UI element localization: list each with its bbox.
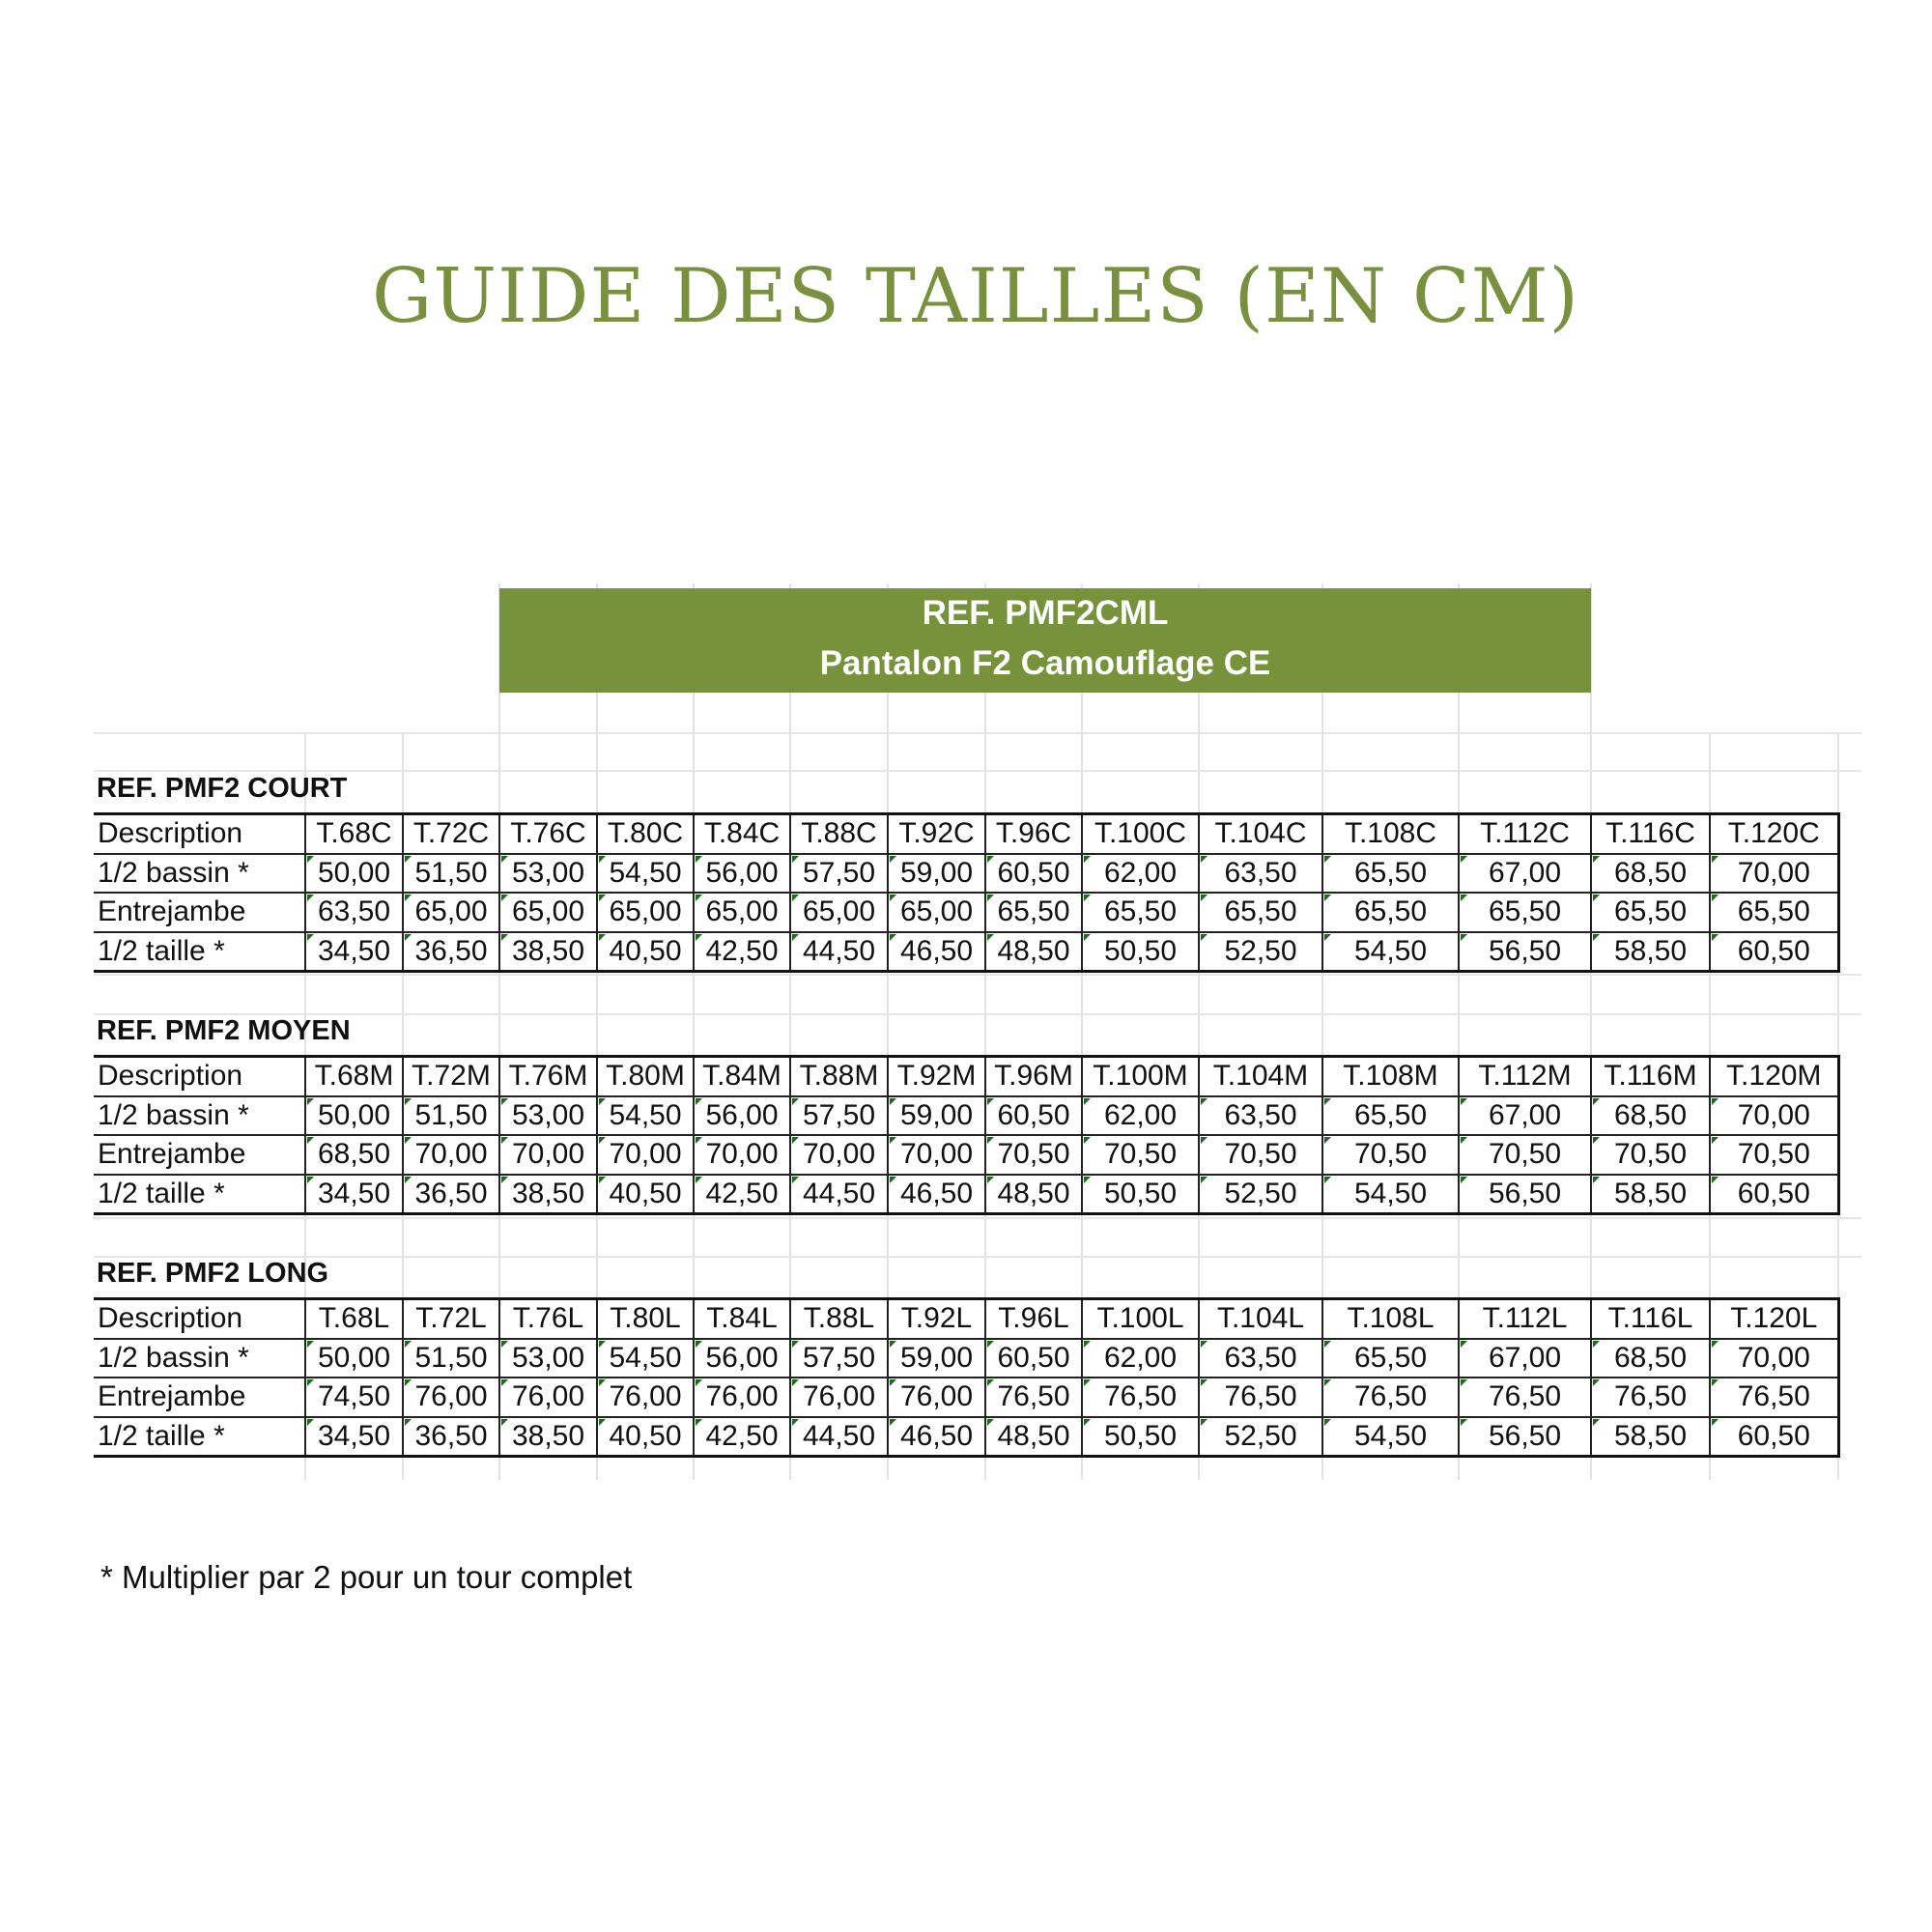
measurement-cell: 38,50 [499, 1417, 597, 1457]
measurement-cell: 68,50 [1591, 1339, 1710, 1378]
measurement-cell: 36,50 [403, 932, 499, 972]
measurement-cell: 62,00 [1082, 854, 1199, 894]
measurement-cell: 57,50 [790, 854, 888, 894]
measurement-cell: 70,00 [1710, 854, 1838, 894]
table-row [94, 1096, 1838, 1136]
size-header-cell: T.104L [1199, 1299, 1322, 1339]
size-header-cell: T.116M [1591, 1057, 1710, 1096]
measurement-cell: 65,00 [790, 893, 888, 932]
section-title-long: REF. PMF2 LONG [97, 1258, 329, 1289]
measurement-cell: 76,50 [1459, 1378, 1591, 1417]
measurement-cell: 62,00 [1082, 1096, 1199, 1136]
size-header-cell: T.104M [1199, 1057, 1322, 1096]
measurement-cell: 76,00 [888, 1378, 985, 1417]
measurement-cell: 67,00 [1459, 1339, 1591, 1378]
measurement-cell: 42,50 [694, 1417, 790, 1457]
row-label: 1/2 bassin * [94, 854, 305, 894]
measurement-cell: 40,50 [597, 1417, 694, 1457]
size-header-cell: T.80L [597, 1299, 694, 1339]
measurement-cell: 70,00 [1710, 1096, 1838, 1136]
measurement-cell: 46,50 [888, 932, 985, 972]
measurement-cell: 65,50 [1322, 854, 1459, 894]
size-header-cell: T.120L [1710, 1299, 1838, 1339]
gridline [94, 1217, 1861, 1219]
size-header-cell: T.88M [790, 1057, 888, 1096]
table-header-row [94, 1057, 1838, 1096]
measurement-cell: 60,50 [985, 1096, 1082, 1136]
measurement-cell: 52,50 [1199, 1175, 1322, 1214]
measurement-cell: 76,50 [1199, 1378, 1322, 1417]
measurement-cell: 68,50 [1591, 854, 1710, 894]
measurement-cell: 76,00 [790, 1378, 888, 1417]
size-header-cell: T.84L [694, 1299, 790, 1339]
measurement-cell: 59,00 [888, 1096, 985, 1136]
measurement-cell: 65,00 [403, 893, 499, 932]
measurement-cell: 44,50 [790, 1175, 888, 1214]
size-header-cell: T.80C [597, 814, 694, 854]
measurement-cell: 65,50 [985, 893, 1082, 932]
measurement-cell: 68,50 [1591, 1096, 1710, 1136]
measurement-cell: 70,50 [1199, 1135, 1322, 1175]
measurement-cell: 54,50 [1322, 1417, 1459, 1457]
size-table-court [94, 812, 1840, 973]
measurement-cell: 46,50 [888, 1175, 985, 1214]
measurement-cell: 65,00 [694, 893, 790, 932]
table-row [94, 1135, 1838, 1175]
measurement-cell: 70,00 [499, 1135, 597, 1175]
row-label: 1/2 taille * [94, 932, 305, 972]
measurement-cell: 60,50 [1710, 932, 1838, 972]
measurement-cell: 76,50 [985, 1378, 1082, 1417]
size-header-cell: T.88L [790, 1299, 888, 1339]
size-header-cell: T.76L [499, 1299, 597, 1339]
measurement-cell: 65,50 [1322, 1096, 1459, 1136]
size-header-cell: T.108M [1322, 1057, 1459, 1096]
size-header-cell: T.80M [597, 1057, 694, 1096]
measurement-cell: 58,50 [1591, 1175, 1710, 1214]
measurement-cell: 63,50 [1199, 1339, 1322, 1378]
measurement-cell: 65,50 [1082, 893, 1199, 932]
measurement-cell: 59,00 [888, 854, 985, 894]
size-header-cell: T.108C [1322, 814, 1459, 854]
measurement-cell: 60,50 [985, 854, 1082, 894]
table-row [94, 893, 1838, 932]
measurement-cell: 52,50 [1199, 1417, 1322, 1457]
measurement-cell: 60,50 [1710, 1417, 1838, 1457]
measurement-cell: 63,50 [305, 893, 403, 932]
measurement-cell: 48,50 [985, 1417, 1082, 1457]
measurement-cell: 65,50 [1591, 893, 1710, 932]
measurement-cell: 68,50 [305, 1135, 403, 1175]
measurement-cell: 76,50 [1710, 1378, 1838, 1417]
measurement-cell: 76,00 [403, 1378, 499, 1417]
measurement-cell: 54,50 [1322, 1175, 1459, 1214]
size-header-cell: T.120M [1710, 1057, 1838, 1096]
product-banner [499, 588, 1591, 693]
table-row [94, 854, 1838, 894]
measurement-cell: 70,00 [1710, 1339, 1838, 1378]
size-header-cell: T.68C [305, 814, 403, 854]
measurement-cell: 34,50 [305, 1417, 403, 1457]
size-header-cell: T.96C [985, 814, 1082, 854]
measurement-cell: 60,50 [1710, 1175, 1838, 1214]
footnote: * Multiplier par 2 pour un tour complet [100, 1559, 633, 1595]
measurement-cell: 58,50 [1591, 1417, 1710, 1457]
measurement-cell: 48,50 [985, 1175, 1082, 1214]
measurement-cell: 51,50 [403, 854, 499, 894]
measurement-cell: 65,00 [597, 893, 694, 932]
size-header-cell: T.108L [1322, 1299, 1459, 1339]
measurement-cell: 56,50 [1459, 1175, 1591, 1214]
measurement-cell: 56,00 [694, 854, 790, 894]
size-header-cell: T.72M [403, 1057, 499, 1096]
row-label: Description [94, 1299, 305, 1339]
measurement-cell: 57,50 [790, 1339, 888, 1378]
size-header-cell: T.120C [1710, 814, 1838, 854]
size-header-cell: T.68L [305, 1299, 403, 1339]
measurement-cell: 40,50 [597, 932, 694, 972]
product-name: Pantalon F2 Camouflage CE [819, 644, 1271, 682]
measurement-cell: 70,50 [985, 1135, 1082, 1175]
size-header-cell: T.76M [499, 1057, 597, 1096]
measurement-cell: 76,50 [1082, 1378, 1199, 1417]
measurement-cell: 65,50 [1199, 893, 1322, 932]
measurement-cell: 67,00 [1459, 1096, 1591, 1136]
measurement-cell: 70,50 [1082, 1135, 1199, 1175]
measurement-cell: 52,50 [1199, 932, 1322, 972]
size-header-cell: T.92L [888, 1299, 985, 1339]
row-label: Description [94, 814, 305, 854]
size-header-cell: T.100L [1082, 1299, 1199, 1339]
row-label: Entrejambe [94, 893, 305, 932]
measurement-cell: 70,50 [1459, 1135, 1591, 1175]
section-title-court: REF. PMF2 COURT [97, 773, 348, 804]
measurement-cell: 65,50 [1459, 893, 1591, 932]
measurement-cell: 76,00 [694, 1378, 790, 1417]
measurement-cell: 54,50 [1322, 932, 1459, 972]
measurement-cell: 63,50 [1199, 1096, 1322, 1136]
measurement-cell: 38,50 [499, 932, 597, 972]
row-label: 1/2 bassin * [94, 1096, 305, 1136]
size-header-cell: T.116L [1591, 1299, 1710, 1339]
gridline [94, 1256, 1861, 1258]
table-header-row [94, 814, 1838, 854]
measurement-cell: 42,50 [694, 932, 790, 972]
measurement-cell: 54,50 [597, 854, 694, 894]
measurement-cell: 70,50 [1322, 1135, 1459, 1175]
gridline [94, 974, 1861, 976]
size-header-cell: T.68M [305, 1057, 403, 1096]
measurement-cell: 51,50 [403, 1339, 499, 1378]
page-title: GUIDE DES TAILLES (EN CM) [372, 253, 1579, 340]
measurement-cell: 62,00 [1082, 1339, 1199, 1378]
size-header-cell: T.84M [694, 1057, 790, 1096]
measurement-cell: 36,50 [403, 1417, 499, 1457]
gridline [94, 770, 1861, 772]
measurement-cell: 50,00 [305, 1339, 403, 1378]
section-title-moyen: REF. PMF2 MOYEN [97, 1015, 351, 1046]
size-header-cell: T.116C [1591, 814, 1710, 854]
measurement-cell: 56,50 [1459, 1417, 1591, 1457]
row-label: 1/2 bassin * [94, 1339, 305, 1378]
measurement-cell: 34,50 [305, 932, 403, 972]
measurement-cell: 59,00 [888, 1339, 985, 1378]
measurement-cell: 65,00 [888, 893, 985, 932]
size-header-cell: T.96M [985, 1057, 1082, 1096]
size-header-cell: T.84C [694, 814, 790, 854]
measurement-cell: 70,00 [790, 1135, 888, 1175]
measurement-cell: 50,00 [305, 1096, 403, 1136]
table-row [94, 1339, 1838, 1378]
measurement-cell: 53,00 [499, 1096, 597, 1136]
row-label: Description [94, 1057, 305, 1096]
measurement-cell: 53,00 [499, 1339, 597, 1378]
measurement-cell: 48,50 [985, 932, 1082, 972]
size-header-cell: T.72C [403, 814, 499, 854]
measurement-cell: 76,00 [499, 1378, 597, 1417]
size-header-cell: T.112M [1459, 1057, 1591, 1096]
measurement-cell: 44,50 [790, 1417, 888, 1457]
size-header-cell: T.112C [1459, 814, 1591, 854]
measurement-cell: 65,50 [1710, 893, 1838, 932]
size-header-cell: T.104C [1199, 814, 1322, 854]
measurement-cell: 56,50 [1459, 932, 1591, 972]
measurement-cell: 44,50 [790, 932, 888, 972]
measurement-cell: 76,50 [1322, 1378, 1459, 1417]
measurement-cell: 38,50 [499, 1175, 597, 1214]
row-label: Entrejambe [94, 1135, 305, 1175]
measurement-cell: 36,50 [403, 1175, 499, 1214]
measurement-cell: 65,50 [1322, 1339, 1459, 1378]
table-header-row [94, 1299, 1838, 1339]
size-header-cell: T.100M [1082, 1057, 1199, 1096]
table-row [94, 932, 1838, 972]
measurement-cell: 42,50 [694, 1175, 790, 1214]
measurement-cell: 63,50 [1199, 854, 1322, 894]
gridline [94, 1013, 1861, 1015]
size-header-cell: T.92M [888, 1057, 985, 1096]
measurement-cell: 70,50 [1710, 1135, 1838, 1175]
table-row [94, 1417, 1838, 1457]
row-label: 1/2 taille * [94, 1175, 305, 1214]
size-header-cell: T.100C [1082, 814, 1199, 854]
measurement-cell: 50,50 [1082, 1175, 1199, 1214]
row-label: Entrejambe [94, 1378, 305, 1417]
measurement-cell: 56,00 [694, 1096, 790, 1136]
product-ref: REF. PMF2CML [922, 594, 1169, 632]
measurement-cell: 50,00 [305, 854, 403, 894]
measurement-cell: 50,50 [1082, 1417, 1199, 1457]
size-header-cell: T.92C [888, 814, 985, 854]
gridline [94, 732, 1861, 734]
measurement-cell: 57,50 [790, 1096, 888, 1136]
measurement-cell: 65,00 [499, 893, 597, 932]
measurement-cell: 58,50 [1591, 932, 1710, 972]
size-header-cell: T.76C [499, 814, 597, 854]
measurement-cell: 60,50 [985, 1339, 1082, 1378]
measurement-cell: 34,50 [305, 1175, 403, 1214]
measurement-cell: 70,50 [1591, 1135, 1710, 1175]
measurement-cell: 51,50 [403, 1096, 499, 1136]
size-header-cell: T.88C [790, 814, 888, 854]
measurement-cell: 76,50 [1591, 1378, 1710, 1417]
table-row [94, 1175, 1838, 1214]
measurement-cell: 54,50 [597, 1339, 694, 1378]
size-table-moyen [94, 1055, 1840, 1215]
measurement-cell: 46,50 [888, 1417, 985, 1457]
measurement-cell: 74,50 [305, 1378, 403, 1417]
measurement-cell: 70,00 [888, 1135, 985, 1175]
size-header-cell: T.72L [403, 1299, 499, 1339]
table-row [94, 1378, 1838, 1417]
row-label: 1/2 taille * [94, 1417, 305, 1457]
size-table-long [94, 1297, 1840, 1458]
measurement-cell: 65,50 [1322, 893, 1459, 932]
size-header-cell: T.96L [985, 1299, 1082, 1339]
measurement-cell: 70,00 [597, 1135, 694, 1175]
measurement-cell: 40,50 [597, 1175, 694, 1214]
size-header-cell: T.112L [1459, 1299, 1591, 1339]
measurement-cell: 70,00 [694, 1135, 790, 1175]
measurement-cell: 53,00 [499, 854, 597, 894]
measurement-cell: 50,50 [1082, 932, 1199, 972]
measurement-cell: 54,50 [597, 1096, 694, 1136]
measurement-cell: 76,00 [597, 1378, 694, 1417]
measurement-cell: 67,00 [1459, 854, 1591, 894]
measurement-cell: 70,00 [403, 1135, 499, 1175]
measurement-cell: 56,00 [694, 1339, 790, 1378]
